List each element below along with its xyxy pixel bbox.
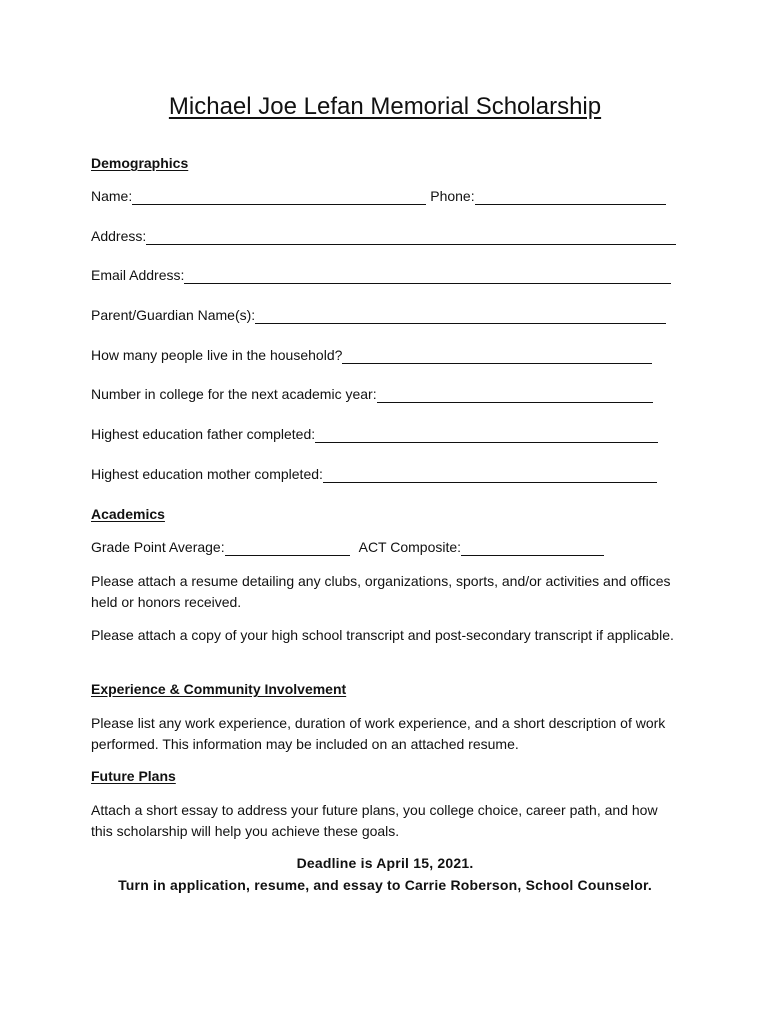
address-label: Address: [91,228,147,244]
act-field-line[interactable] [461,542,604,556]
page-title: Michael Joe Lefan Memorial Scholarship [168,93,602,120]
future-plans-instructions: Attach a short essay to address your future plans, you college choice, career path, and how this scholarship will help you achieve these goals. [91,802,658,839]
household-label: How many people live in the household? [91,347,343,363]
resume-instructions: Please attach a resume detailing any clubs, organizations, sports, and/or activities and offices held or honors received. [91,573,671,610]
academics-heading: Academics [91,506,165,522]
experience-heading: Experience & Community Involvement [91,681,347,697]
gpa-field-line[interactable] [225,542,350,556]
mother-education-row [91,466,657,483]
deadline-notice: Deadline is April 15, 2021. [296,855,474,871]
future-plans-heading: Future Plans [91,768,176,784]
email-field-line[interactable] [184,270,671,284]
parent-label: Parent/Guardian Name(s): [91,307,256,323]
address-field-line[interactable] [146,231,676,245]
name-phone-row [91,188,666,205]
phone-label: Phone: [430,188,475,204]
parent-field-line[interactable] [255,310,666,324]
gpa-label: Grade Point Average: [91,539,225,555]
address-row [91,228,676,245]
email-row [91,267,671,284]
turn-in-notice: Turn in application, resume, and essay to Carrie Roberson, School Counselor. [118,877,652,893]
mother-education-label: Highest education mother completed: [91,466,323,482]
mother-education-field-line[interactable] [323,469,657,483]
father-education-field-line[interactable] [315,429,658,443]
demographics-heading: Demographics [91,155,189,171]
gpa-act-row [91,539,604,556]
parent-row [91,307,666,324]
father-education-label: Highest education father completed: [91,426,316,442]
father-education-row [91,426,658,443]
name-label: Name: [91,188,133,204]
college-field-line[interactable] [377,389,653,403]
name-field-line[interactable] [132,191,426,205]
household-row [91,347,652,364]
act-label: ACT Composite: [358,539,462,555]
transcript-instructions: Please attach a copy of your high school transcript and post-secondary transcript if applicable. [91,627,674,643]
college-label: Number in college for the next academic year: [91,386,377,402]
phone-field-line[interactable] [475,191,666,205]
experience-instructions: Please list any work experience, duration of work experience, and a short description of work performed. This information may be included on an attached resume. [91,715,666,752]
household-field-line[interactable] [342,350,652,364]
email-label: Email Address: [91,267,185,283]
college-row [91,386,653,403]
